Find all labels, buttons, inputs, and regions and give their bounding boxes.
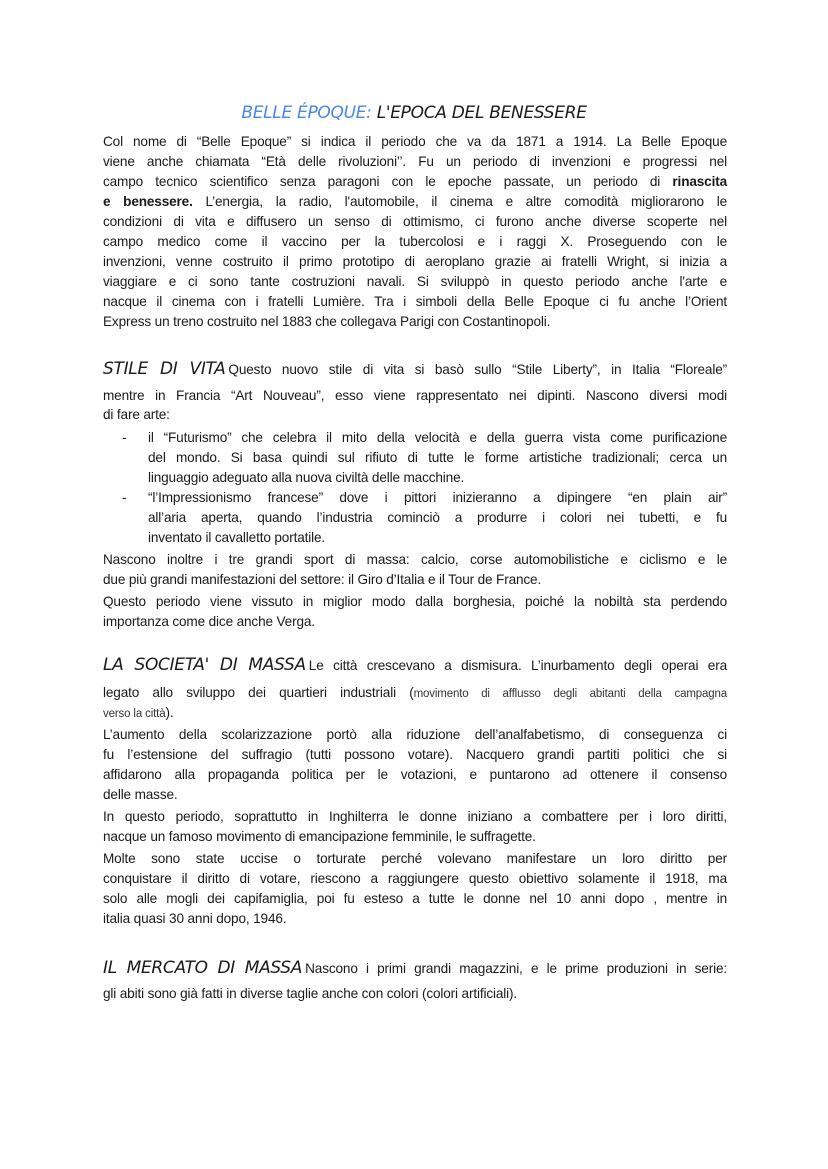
text-segment: Nascono i primi grandi magazzini, e le prime produzioni in serie: bbox=[305, 961, 727, 976]
text-line: invenzioni, venne costruito il primo prototipo di aeroplano grazie ai fratelli Wright, si inizia a bbox=[103, 254, 727, 269]
text-line: In questo periodo, soprattutto in Inghilterra le donne iniziano a combattere per i loro diritti, bbox=[103, 809, 727, 824]
section-heading: STILE DI VITA bbox=[103, 359, 226, 379]
section-heading: LA SOCIETA' DI MASSA bbox=[103, 655, 306, 675]
text-line: solo alle mogli dei capifamiglia, poi fu esteso a tutte le donne nel 10 anni dopo , mentre in bbox=[103, 891, 727, 906]
list-item-line: del mondo. Si basa quindi sul rifiuto di tutte le forme artistiche tradizionali; cerca un bbox=[148, 450, 727, 465]
bullet-marker: - bbox=[122, 430, 127, 445]
text-line bbox=[103, 172, 727, 192]
text-line bbox=[103, 359, 727, 380]
text-segment: ). bbox=[165, 705, 174, 720]
document-title bbox=[0, 103, 828, 123]
text-line: importanza come dice anche Verga. bbox=[103, 614, 315, 629]
text-line: di fare arte: bbox=[103, 407, 170, 422]
text-line bbox=[103, 683, 727, 704]
text-line bbox=[103, 958, 727, 979]
text-segment: L’energia, la radio, l'automobile, il cinema e altre comodità migliorarono le bbox=[192, 194, 727, 209]
note-text: verso la città bbox=[103, 708, 166, 720]
text-line: delle masse. bbox=[103, 787, 178, 802]
list-item-line: all’aria aperta, quando l’industria cominciò a produrre i colori nei tubetti, e fu bbox=[148, 510, 727, 525]
text-line: italia quasi 30 anni dopo, 1946. bbox=[103, 911, 287, 926]
text-segment: legato allo sviluppo dei quartieri industriali ( bbox=[103, 685, 414, 700]
text-line: Molte sono state uccise o torturate perché volevano manifestare un loro diritto per bbox=[103, 851, 727, 866]
text-line: fu l’estensione del suffragio (tutti possono votare). Nacquero grandi partiti politici che si bbox=[103, 747, 727, 762]
text-line bbox=[103, 655, 727, 676]
text-line bbox=[103, 192, 727, 212]
list-item-line: “l’Impressionismo francese” dove i pittori inizieranno a dipingere “en plain air” bbox=[148, 490, 727, 505]
text-line: affidarono alla propaganda politica per le votazioni, e puntarono ad ottenere il consenso bbox=[103, 767, 727, 782]
text-line: viene anche chiamata “Età delle rivoluzioni’’. Fu un periodo di invenzioni e progressi nel bbox=[103, 154, 727, 169]
text-line: nacque un famoso movimento di emancipazione femminile, le suffragette. bbox=[103, 829, 536, 844]
text-line: condizioni di vita e diffusero un senso di ottimismo, ci furono anche diverse scoperte nel bbox=[103, 214, 727, 229]
text-line: Nascono inoltre i tre grandi sport di massa: calcio, corse automobilistiche e ciclismo e le bbox=[103, 552, 727, 567]
text-line: nacque il cinema con i fratelli Lumière. Tra i simboli della Belle Epoque ci fu anche l’Orient bbox=[103, 294, 727, 309]
title-rest: L'EPOCA DEL BENESSERE bbox=[371, 103, 587, 123]
text-line: Questo periodo viene vissuto in miglior modo dalla borghesia, poiché la nobiltà sta perdendo bbox=[103, 594, 727, 609]
list-item-line: inventato il cavalletto portatile. bbox=[148, 530, 326, 545]
text-line: due più grandi manifestazioni del settore: il Giro d’Italia e il Tour de France. bbox=[103, 572, 542, 587]
text-line: Col nome di “Belle Epoque” si indica il periodo che va da 1871 a 1914. La Belle Epoque bbox=[103, 134, 727, 149]
text-line: viaggiare e ci sono tante costruzioni navali. Si sviluppò in questo periodo anche l'arte e bbox=[103, 274, 727, 289]
text-segment: Questo nuovo stile di vita si basò sullo “Stile Liberty”, in Italia “Floreale” bbox=[228, 362, 728, 377]
bold-text: rinascita bbox=[672, 174, 727, 189]
text-line: conquistare il diritto di votare, riescono a raggiungere questo obiettivo solamente il 1918, ma bbox=[103, 871, 727, 886]
text-line: Express un treno costruito nel 1883 che collegava Parigi con Costantinopoli. bbox=[103, 314, 551, 329]
section-heading: IL MERCATO DI MASSA bbox=[103, 958, 303, 978]
note-text: movimento di afflusso degli abitanti della campagna bbox=[413, 688, 727, 700]
text-segment: campo tecnico scientifico senza paragoni con le epoche passate, un periodo di bbox=[103, 174, 673, 189]
bold-text: e benessere. bbox=[103, 194, 193, 209]
text-line: L’aumento della scolarizzazione portò alla riduzione dell’analfabetismo, di conseguenza ci bbox=[103, 727, 727, 742]
list-item-line: il “Futurismo” che celebra il mito della velocità e della guerra vista come purificazione bbox=[148, 430, 727, 445]
list-item-line: linguaggio adeguato alla nuova civiltà delle macchine. bbox=[148, 470, 465, 485]
title-highlight: BELLE ÉPOQUE: bbox=[241, 103, 372, 123]
text-segment: Le città crescevano a dismisura. L’inurbamento degli operai era bbox=[308, 658, 727, 673]
bullet-marker: - bbox=[122, 490, 127, 505]
text-line: mentre in Francia “Art Nouveau”, esso viene rappresentato nei dipinti. Nascono diversi modi bbox=[103, 388, 727, 403]
text-line bbox=[103, 703, 727, 724]
text-line: gli abiti sono già fatti in diverse taglie anche con colori (colori artificiali). bbox=[103, 986, 517, 1001]
text-line: campo medico come il vaccino per la tubercolosi e i raggi X. Proseguendo con le bbox=[103, 234, 727, 249]
